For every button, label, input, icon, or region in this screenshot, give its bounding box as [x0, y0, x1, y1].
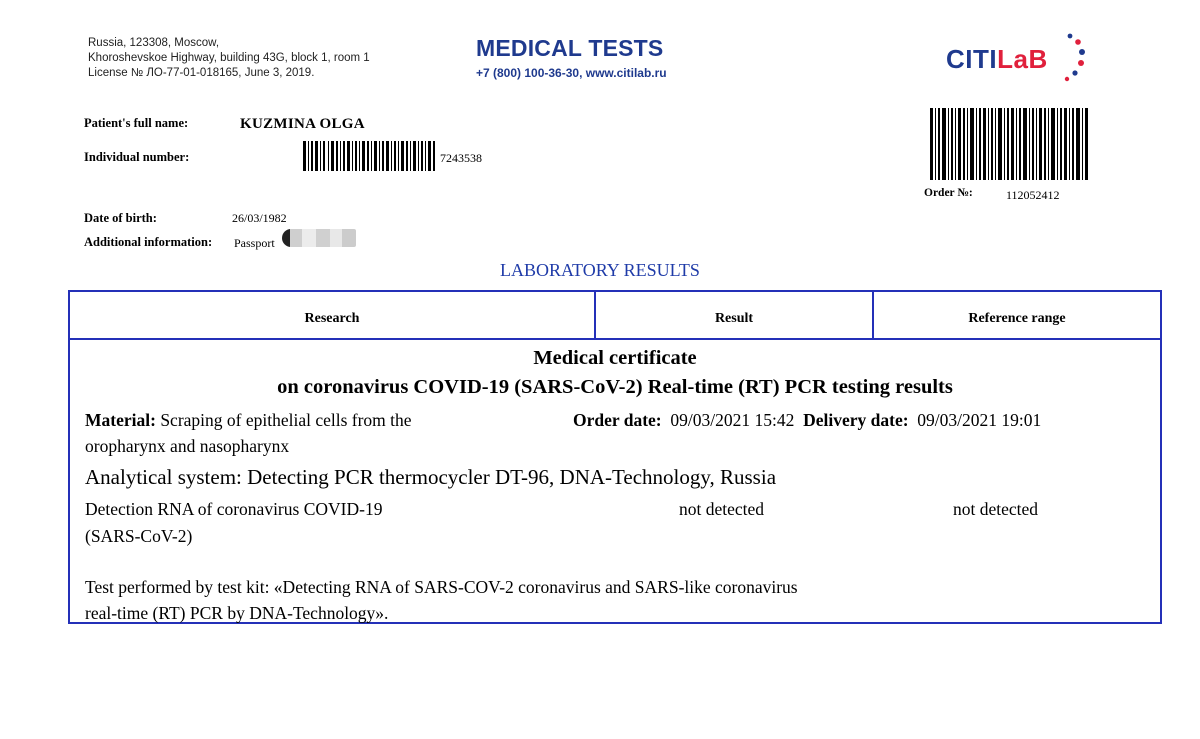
material-line-2: oropharynx and nasopharynx [85, 436, 290, 456]
dob-value: 26/03/1982 [232, 211, 287, 225]
analytical-system: Analytical system: Detecting PCR thermocycler DT-96, DNA-Technology, Russia [85, 465, 777, 489]
brand-contacts: +7 (800) 100-36-30, www.citilab.ru [476, 66, 667, 80]
research-name-line-2: (SARS-CoV-2) [85, 526, 193, 546]
address-line: Khoroshevskoe Highway, building 43G, block 1, room 1 [88, 52, 370, 64]
result-value: not detected [679, 499, 765, 519]
logo-citi-text: CITI [946, 44, 998, 74]
material-value: Scraping of epithelial cells from the [160, 410, 412, 430]
research-name-line-1: Detection RNA of coronavirus COVID-19 [85, 499, 383, 519]
order-date-label: Order date: [573, 410, 662, 430]
address-line: Russia, 123308, Moscow, [88, 37, 220, 49]
certificate-title: Medical certificate [533, 347, 697, 369]
address-line: License № ЛО-77-01-018165, June 3, 2019. [88, 67, 315, 79]
logo-dots-icon [1058, 32, 1094, 84]
material-label: Material: [85, 410, 156, 430]
individual-number-barcode [303, 141, 435, 171]
delivery-date-label: Delivery date: [803, 410, 909, 430]
patient-name-label: Patient's full name: [84, 116, 189, 130]
citilab-logo [946, 32, 1096, 84]
header-research: Research [304, 311, 360, 326]
individual-number-label: Individual number: [84, 150, 190, 164]
lab-address [88, 36, 370, 81]
brand-title: MEDICAL TESTS [476, 35, 664, 61]
header-reference-range: Reference range [968, 311, 1066, 326]
section-title: LABORATORY RESULTS [500, 260, 700, 280]
order-barcode [930, 108, 1090, 180]
additional-info-value: Passport [234, 236, 275, 250]
table-header-row [70, 292, 1160, 340]
dob-label: Date of birth: [84, 211, 157, 225]
material-line-1 [85, 407, 412, 433]
certificate-subtitle: on coronavirus COVID-19 (SARS-CoV-2) Real-time (RT) PCR testing results [277, 376, 953, 398]
results-table [68, 290, 1162, 624]
patient-name: KUZMINA OLGA [240, 116, 365, 132]
delivery-date-value: 09/03/2021 19:01 [917, 410, 1042, 430]
order-number: 112052412 [1006, 188, 1060, 202]
test-kit-line-1: Test performed by test kit: «Detecting RNA of SARS-COV-2 coronavirus and SARS-like coronavirus [85, 577, 798, 597]
redacted-passport-number [282, 229, 356, 247]
reference-value: not detected [953, 499, 1039, 519]
additional-info-label: Additional information: [84, 235, 213, 249]
individual-number-value: 7243538 [440, 151, 482, 165]
order-delivery-dates [573, 407, 1041, 433]
test-kit-line-2: real-time (RT) PCR by DNA-Technology». [85, 603, 389, 623]
order-date-value: 09/03/2021 15:42 [670, 410, 795, 430]
header-result: Result [714, 311, 754, 326]
order-number-label: Order №: [924, 187, 973, 199]
logo-lab-text: LaB [997, 44, 1048, 74]
